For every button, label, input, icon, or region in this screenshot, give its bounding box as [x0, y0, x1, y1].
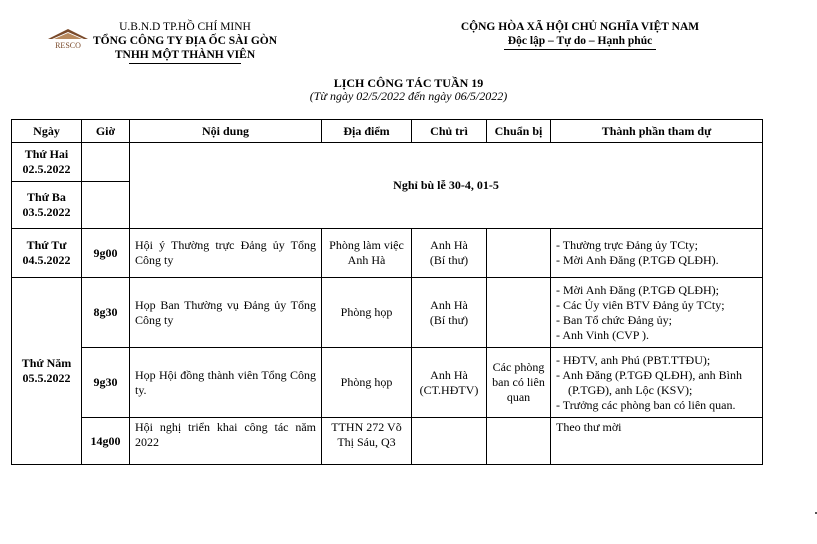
chair-role: (Bí thư) — [429, 312, 469, 327]
col-chair: Chủ trì — [412, 120, 487, 143]
time-cell: 9g30 — [82, 348, 130, 418]
day-date: 05.5.2022 — [22, 371, 71, 385]
chair-name: Anh Hà — [430, 238, 468, 252]
chair-role: (CT.HĐTV) — [419, 382, 479, 397]
table-row — [12, 278, 763, 348]
day-name: Thứ Tư — [26, 238, 67, 252]
attendees-list — [556, 283, 757, 343]
org-line-2: TỔNG CÔNG TY ĐỊA ỐC SÀI GÒN — [92, 35, 278, 47]
chair-cell — [412, 278, 487, 348]
time-cell: 9g00 — [82, 229, 130, 278]
day-cell-tue — [12, 182, 82, 229]
header-row — [12, 120, 763, 143]
org-line-1: U.B.N.D TP.HỒ CHÍ MINH — [119, 21, 251, 33]
nation-line-1: CỘNG HÒA XÃ HỘI CHỦ NGHĨA VIỆT NAM — [460, 21, 700, 33]
nation-underline — [504, 49, 656, 50]
list-item: - Anh Vinh (CVP ). — [556, 328, 757, 343]
day-name: Thứ Hai — [24, 147, 69, 161]
holiday-note: Nghỉ bù lễ 30-4, 01-5 — [130, 143, 763, 229]
attendees-list — [556, 238, 757, 268]
table-row — [12, 229, 763, 278]
prepare-cell — [487, 278, 551, 348]
location-cell: Phòng làm việc Anh Hà — [322, 229, 412, 278]
list-item: - Anh Đăng (P.TGĐ QLĐH), anh Bình (P.TGĐ), anh Lộc (KSV); — [556, 368, 757, 398]
location-cell: TTHN 272 Võ Thị Sáu, Q3 — [322, 418, 412, 465]
chair-cell — [412, 229, 487, 278]
attendees-cell — [551, 348, 763, 418]
time-cell — [82, 182, 130, 229]
chair-name: Anh Hà — [430, 367, 468, 382]
org-underline — [129, 63, 241, 64]
table-row — [12, 143, 763, 182]
table-row — [12, 418, 763, 465]
col-day: Ngày — [12, 120, 82, 143]
list-item: - Trưởng các phòng ban có liên quan. — [556, 398, 757, 413]
time-cell: 14g00 — [82, 418, 130, 465]
document-subtitle: (Từ ngày 02/5/2022 đến ngày 06/5/2022) — [309, 89, 508, 103]
list-item: - Mời Anh Đăng (P.TGĐ QLĐH); — [556, 283, 757, 298]
list-item: - Mời Anh Đăng (P.TGĐ QLĐH). — [556, 253, 757, 268]
document-title: LỊCH CÔNG TÁC TUẦN 19 — [333, 76, 484, 90]
chair-cell — [412, 348, 487, 418]
location-cell: Phòng họp — [322, 278, 412, 348]
day-date: 02.5.2022 — [22, 162, 71, 176]
col-attendees: Thành phần tham dự — [551, 120, 763, 143]
day-name: Thứ Năm — [21, 356, 72, 370]
org-line-3: TNHH MỘT THÀNH VIÊN — [114, 49, 256, 61]
list-item: - Các Ủy viên BTV Đảng ủy TCty; — [556, 298, 757, 313]
day-date: 03.5.2022 — [22, 205, 71, 219]
prepare-cell: Các phòng ban có liên quan — [487, 348, 551, 418]
list-item: - Thường trực Đảng ủy TCty; — [556, 238, 757, 253]
content-cell: Hội nghị triển khai công tác năm 2022 — [130, 418, 322, 465]
day-cell-wed — [12, 229, 82, 278]
chair-role: (Bí thư) — [429, 253, 469, 267]
table-row — [12, 348, 763, 418]
location-cell: Phòng họp — [322, 348, 412, 418]
chair-name: Anh Hà — [430, 297, 468, 312]
resco-logo — [44, 27, 92, 51]
attendees-cell: Theo thư mời — [551, 418, 763, 465]
content-cell: Họp Hội đồng thành viên Tổng Công ty. — [130, 348, 322, 418]
organization-header — [92, 20, 278, 64]
attendees-list — [556, 353, 757, 413]
schedule-table — [11, 119, 763, 465]
list-item: - HĐTV, anh Phú (PBT.TTĐU); — [556, 353, 757, 368]
content-cell: Họp Ban Thường vụ Đảng ủy Tổng Công ty — [130, 278, 322, 348]
day-date: 04.5.2022 — [22, 253, 71, 267]
col-prepare: Chuẩn bị — [487, 120, 551, 143]
list-item: - Ban Tổ chức Đảng ủy; — [556, 313, 757, 328]
time-cell — [82, 143, 130, 182]
col-time: Giờ — [82, 120, 130, 143]
national-header — [440, 20, 720, 50]
prepare-cell — [487, 418, 551, 465]
chair-cell — [412, 418, 487, 465]
svg-text:RESCO: RESCO — [55, 41, 81, 50]
day-cell-thu — [12, 278, 82, 465]
attendees-cell — [551, 278, 763, 348]
day-name: Thứ Ba — [27, 190, 66, 204]
prepare-cell — [487, 229, 551, 278]
time-cell: 8g30 — [82, 278, 130, 348]
col-content: Nội dung — [130, 120, 322, 143]
day-cell-mon — [12, 143, 82, 182]
attendees-cell — [551, 229, 763, 278]
nation-line-2: Độc lập – Tự do – Hạnh phúc — [507, 35, 653, 47]
content-cell: Hội ý Thường trực Đảng ủy Tổng Công ty — [130, 229, 322, 278]
col-location: Địa điểm — [322, 120, 412, 143]
